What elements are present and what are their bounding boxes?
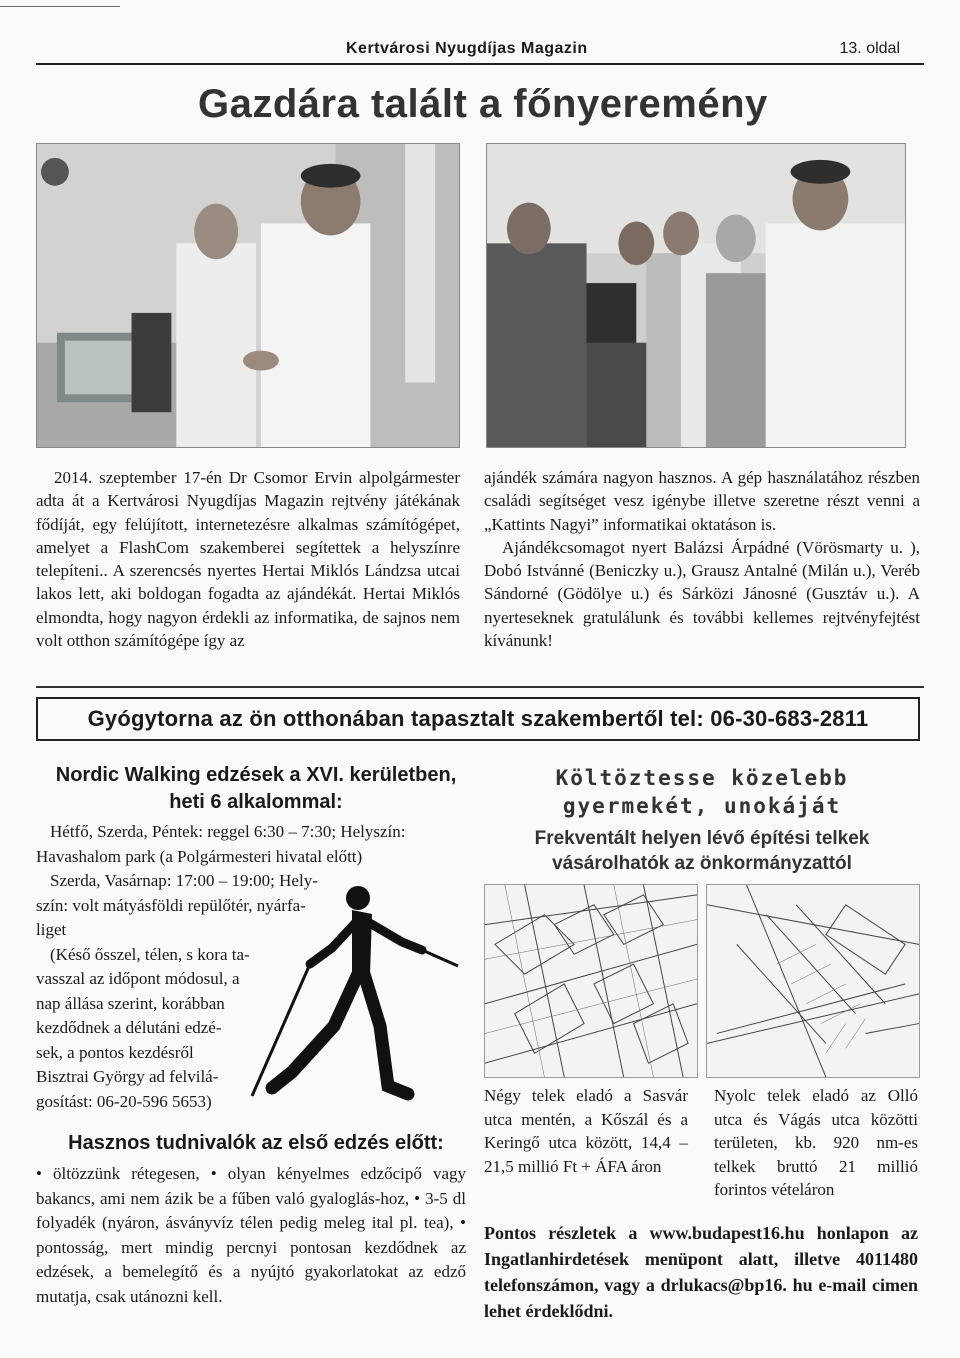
nordic-title-line-2: heti 6 alkalommal:: [169, 791, 343, 813]
top-corner-rule: [0, 6, 120, 7]
photo-handshake: [36, 143, 460, 448]
schedule-line: Havashalom park (a Polgármesteri hivatal előtt): [36, 846, 363, 866]
plots-title-line-1: Költöztesse közelebb: [555, 766, 849, 790]
plot-map-ollo: [706, 884, 920, 1078]
nordic-title-line-1: Nordic Walking edzések a XVI. kerületben,: [55, 764, 457, 786]
plots-subtitle-line-1: Frekventált helyen lévő építési telkek: [534, 828, 870, 849]
plot-offer-sasvar: Négy telek eladó a Sasvár utca mentén, a Kőszál és a Keringő utca között, 14,4 – 21,5 millió Ft + ÁFA áron: [484, 1086, 688, 1176]
tips-body: • öltözzünk rétegesen, • olyan kényelmes edzőcipő vagy bakancs, ami nem ázik be a fűben való gyaloglás-hoz, • 3-5 dl folyadék (nyáron, ásványvíz télen pedig meleg ital pl. tea), • pontosság, mert mindig percnyi pontosan kezdődnek az edzések, a bemelegítő és a nyújtó gyakorlatokat az edző mutatja, csak utánozni kell.: [36, 1164, 466, 1306]
nordic-walking-title: [36, 762, 476, 816]
schedule-line: gosítást: 06-20-596 5653): [36, 1091, 212, 1111]
article-paragraph-2: ajándék számára nagyon hasznos. A gép használatához részben családi segítséget vesz igénybe illetve szeretne részt venni a „Kattints Nagyi” informatikai oktatáson is.: [484, 468, 920, 534]
schedule-line: vasszal az időpont módosul, a: [36, 969, 240, 988]
schedule-line: liget: [36, 920, 67, 939]
physio-ad-text: Gyógytorna az ön otthonában tapasztalt szakembertől tel: 06-30-683-2811: [87, 706, 869, 731]
header-rule: [36, 63, 924, 65]
schedule-line: sek, a pontos kezdésről: [36, 1042, 194, 1062]
plot-offer-ollo: Nyolc telek eladó az Olló utca és Vágás utca közötti területen, kb. 920 nm-es telkek bruttó 21 millió forintos vételáron: [714, 1086, 918, 1199]
plots-contact-info: Pontos részletek a www.budapest16.hu honlapon az Ingatlanhirdetések menüpont alatt, illetve 4011480 telefonszámon, vagy a drlukacs@bp16. hu e-mail cimen lehet érdeklődni.: [484, 1223, 918, 1321]
article-column-2: [484, 466, 920, 652]
tips-title: Hasznos tudnivalók az első edzés előtt:: [68, 1132, 444, 1154]
schedule-line: Bisztrai György ad felvilá-: [36, 1067, 219, 1086]
article-column-1: [36, 466, 460, 652]
plots-title-line-2: gyermekét, unokáját: [562, 794, 842, 818]
publication-name: Kertvárosi Nyugdíjas Magazin: [346, 40, 588, 57]
article-title: Gazdára talált a főnyeremény: [198, 82, 768, 126]
photo-group: [486, 143, 906, 448]
schedule-line: Szerda, Vasárnap: 17:00 – 19:00; Hely-: [50, 871, 318, 890]
physio-ad-box: [36, 697, 920, 741]
schedule-line: szín: volt mátyásföldi repülőtér, nyárfa-: [36, 895, 306, 915]
schedule-line: kezdődnek a délutáni edzé-: [36, 1018, 222, 1037]
section-rule: [36, 686, 924, 688]
schedule-line: Hétfő, Szerda, Péntek: reggel 6:30 – 7:30; Helyszín:: [50, 822, 406, 841]
plots-subtitle-line-2: vásárolhatók az önkormányzattól: [552, 853, 852, 874]
plots-subtitle: [484, 826, 920, 876]
nordic-walker-silhouette: [212, 876, 472, 1116]
page-number: 13. oldal: [839, 40, 900, 57]
schedule-line: (Késő ősszel, télen, s kora ta-: [50, 944, 250, 964]
plot-map-sasvar: [484, 884, 698, 1078]
article-paragraph-3: Ajándékcsomagot nyert Balázsi Árpádné (Vörösmarty u. ), Dobó Istvánné (Beniczky u.), Grausz Antalné (Milán u.), Veréb Sándorné (Gödölye u.) és Sárközi Jánosné (Gusztáv u.). A nyerteseknek gratulálunk és további kellemes rejtvényfejtést kívánunk!: [484, 537, 920, 651]
plots-title: [484, 764, 920, 820]
article-paragraph-1: 2014. szeptember 17-én Dr Csomor Ervin alpolgármester adta át a Kertvárosi Nyugdíjas Magazin rejtvény játékának fődíját, egy felújított, internetezésre alkalmas számítógépet, amelyet a FlashCom szakemberei segítettek a helyszínre telepíteni.. A szerencsés nyertes Hertai Miklós Lándzsa utcai lakos lett, aki boldogan fogadta az ajándékát. Hertai Miklós elmondta, hogy nagyon érdekli az informatika, de sajnos nem volt otthon számítógépe így az: [36, 468, 460, 651]
schedule-line: nap állása szerint, korábban: [36, 993, 225, 1013]
